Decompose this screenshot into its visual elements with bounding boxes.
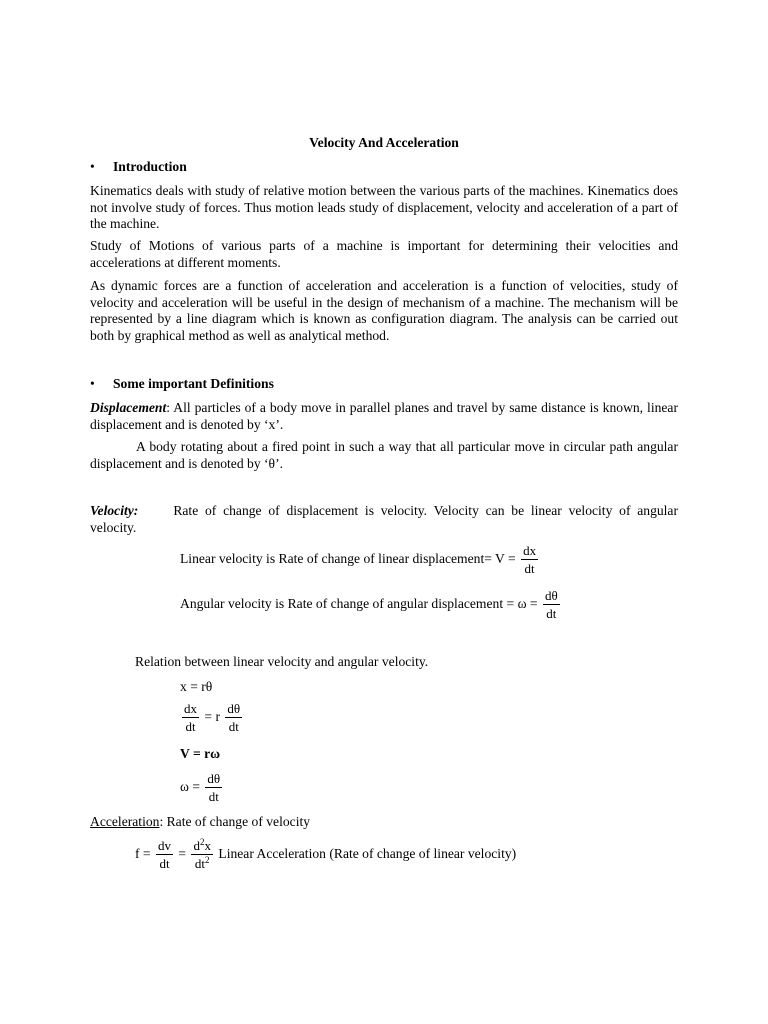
fraction-numerator: dx	[523, 543, 537, 558]
equation-derivative-relation	[180, 702, 244, 734]
page-title: Velocity And Acceleration	[309, 135, 459, 150]
angular-velocity-fraction	[543, 589, 560, 621]
fraction-denominator: dt	[159, 856, 170, 871]
acceleration-description: Linear Acceleration (Rate of change of linear velocity)	[218, 846, 517, 862]
angular-displacement-paragraph: A body rotating about a fired point in such a way that all particular move in circular path angular displacement and is denoted by ‘θ’.	[90, 439, 678, 471]
introduction-heading	[90, 159, 187, 176]
linear-velocity-fraction	[521, 544, 538, 576]
fraction-numerator: dθ	[227, 701, 241, 716]
fraction-numerator	[191, 839, 213, 855]
equation-omega	[180, 772, 224, 804]
fraction-numerator: dv	[158, 838, 171, 853]
intro-paragraph-1: Kinematics deals with study of relative motion between the various parts of the machines. Kinematics does not involve study of forces. Thus motion leads study of displacement, velocity and acceleration of a part of the machine.	[90, 183, 678, 231]
dx-dt-fraction	[182, 702, 199, 734]
displacement-term: Displacement	[90, 400, 167, 415]
accel-equals: =	[178, 846, 187, 862]
equation-x-r-theta: x = rθ	[180, 679, 213, 694]
fraction-numerator: dθ	[207, 771, 221, 786]
velocity-text: Rate of change of displacement is velocity. Velocity can be linear velocity of angular velocity.	[90, 503, 678, 535]
fraction-denominator: dt	[228, 719, 239, 734]
intro-paragraph-2: Study of Motions of various parts of a machine is important for determining their velocities and accelerations at different moments.	[90, 238, 678, 270]
superscript: 2	[199, 837, 205, 847]
displacement-text: : All particles of a body move in parallel planes and travel by same distance is known, linear displacement and is denoted by ‘x’.	[90, 400, 678, 432]
equation-middle: = r	[204, 709, 220, 725]
fraction-denominator: dt	[546, 606, 557, 621]
bullet-icon: •	[90, 376, 95, 391]
acceleration-term: Acceleration	[90, 814, 160, 829]
definitions-heading-text: Some important Definitions	[113, 376, 274, 391]
velocity-paragraph	[90, 503, 678, 536]
introduction-heading-text: Introduction	[113, 159, 187, 174]
displacement-paragraph	[90, 400, 678, 433]
relation-text: Relation between linear velocity and angular velocity.	[135, 654, 429, 669]
fraction-denominator: dt	[185, 719, 196, 734]
accel-f: f =	[135, 846, 151, 862]
superscript: 2	[205, 855, 210, 865]
acceleration-equation	[135, 839, 516, 871]
fraction-numerator: dθ	[545, 588, 558, 603]
omega-lhs: ω =	[180, 779, 201, 795]
velocity-term: Velocity:	[90, 503, 139, 518]
intro-paragraph-3: As dynamic forces are a function of acceleration and acceleration is a function of velocities, study of velocity and acceleration will be useful in the design of mechanism of a machine. The mechanism will be represented by a line diagram which is known as configuration diagram. The analysis can be carried out both by graphical method as well as analytical method.	[90, 278, 678, 343]
fraction-denominator: dt	[524, 561, 535, 576]
equation-v-r-omega: V = rω	[180, 746, 221, 761]
second-derivative-fraction	[191, 839, 213, 871]
fraction-numerator: dx	[184, 701, 197, 716]
angular-velocity-equation	[180, 589, 562, 621]
d-symbol: d	[193, 838, 200, 853]
bullet-icon: •	[90, 159, 95, 174]
linear-velocity-equation	[180, 544, 540, 576]
dtheta-dt-fraction	[225, 702, 242, 734]
definitions-heading	[90, 376, 274, 393]
acceleration-definition	[90, 814, 310, 831]
fraction-denominator: dt	[208, 789, 219, 804]
angular-velocity-text: Angular velocity is Rate of change of angular displacement = ω =	[180, 596, 538, 612]
dt-symbol: dt	[194, 856, 206, 871]
acceleration-text: : Rate of change of velocity	[159, 814, 311, 829]
omega-fraction	[205, 772, 222, 804]
fraction-denominator	[191, 855, 213, 871]
dv-dt-fraction	[156, 839, 173, 871]
linear-velocity-text: Linear velocity is Rate of change of linear displacement= V =	[180, 551, 516, 567]
x-symbol: x	[204, 838, 211, 853]
